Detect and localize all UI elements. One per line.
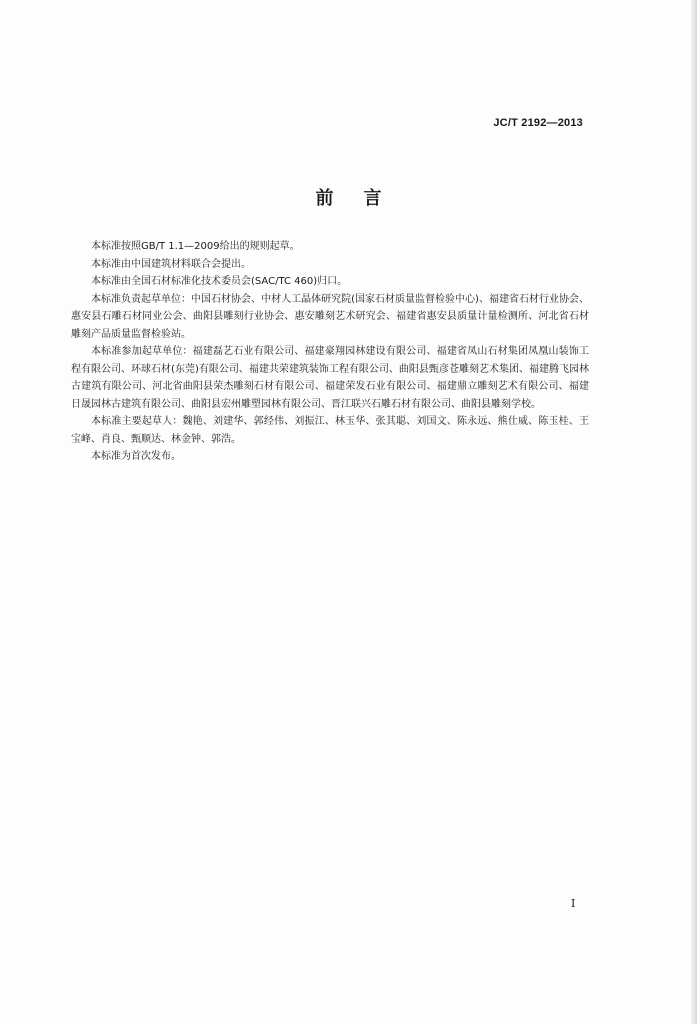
foreword-body [71, 238, 589, 466]
paragraph-first-release: 本标准为首次发布。 [91, 451, 181, 462]
paragraph-committee: 本标准由全国石材标准化技术委员会(SAC/TC 460)归口。 [91, 276, 348, 287]
paragraph-lead-drafters: 本标准负责起草单位：中国石材协会、中材人工晶体研究院(国家石材质量监督检验中心)、福建省石材行业协会、惠安县石雕石材同业公会、曲阳县雕刻行业协会、惠安雕刻艺术研究会、福建省惠安县质量计量检测所、河北省石材雕刻产品质量监督检验站。 [71, 293, 589, 340]
page-title: 前言 [315, 188, 412, 209]
page-number: I [571, 897, 576, 910]
page-edge-shadow [691, 0, 697, 1024]
paragraph-drafting-rules: 本标准按照GB/T 1.1—2009给出的规则起草。 [91, 241, 300, 252]
paragraph-proposer: 本标准由中国建筑材料联合会提出。 [91, 258, 251, 270]
paragraph-main-drafters: 本标准主要起草人：魏艳、刘建华、郭经伟、刘振江、林玉华、张其聪、刘国文、陈永远、熊仕威、陈玉桂、王宝峰、肖良、甄顺达、林金钟、郭浩。 [71, 416, 589, 445]
standard-code: JC/T 2192—2013 [493, 117, 583, 129]
paragraph-participating-drafters: 本标准参加起草单位：福建磊艺石业有限公司、福建豪翔园林建设有限公司、福建省凤山石材集团凤凰山装饰工程有限公司、环球石材(东莞)有限公司、福建共荣建筑装饰工程有限公司、曲阳县甄彦苍雕刻艺术集团、福建腾飞园林古建筑有限公司、河北省曲阳县荣杰雕刻石材有限公司、福建荣发石业有限公司、福建鼎立雕刻艺术有限公司、福建日晟园林古建筑有限公司、曲阳县宏州雕塑园林有限公司、晋江联兴石雕石材有限公司、曲阳县雕刻学校。 [71, 346, 589, 410]
